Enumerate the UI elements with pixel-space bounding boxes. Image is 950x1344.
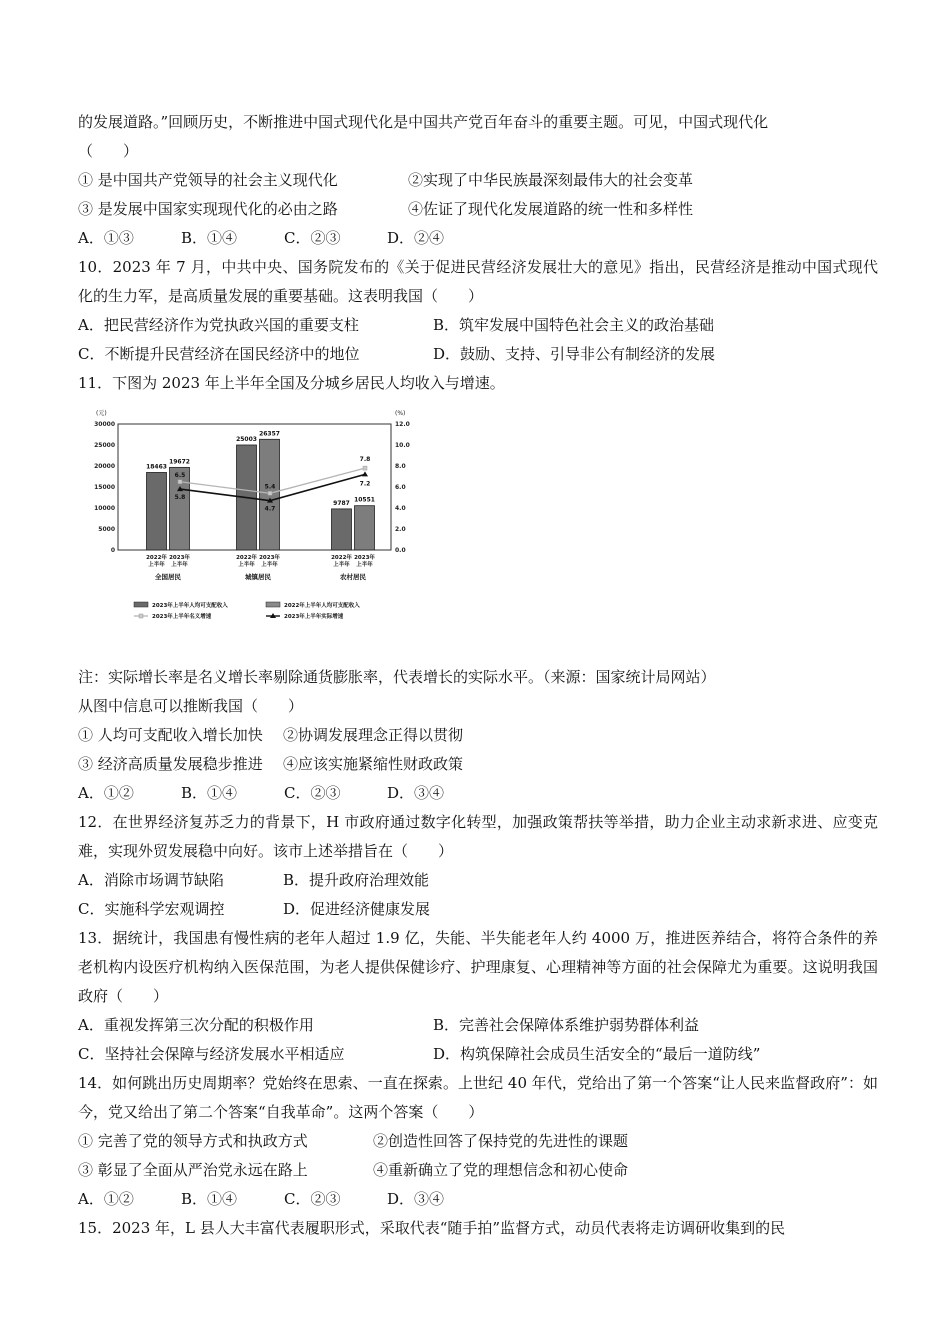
period-label: 2023年 xyxy=(354,555,375,561)
q9-options-row-2 xyxy=(78,195,878,224)
q13-options-row-2 xyxy=(78,1040,878,1069)
nominal-growth-label: 6.5 xyxy=(174,471,186,479)
period-label: 上半年 xyxy=(333,562,350,568)
q13-choice-b: B．完善社会保障体系维护弱势群体利益 xyxy=(433,1016,700,1034)
q14-stem: 14．如何跳出历史周期率？党始终在思索、一直在探索。上世纪 40 年代，党给出了第一个答案“让人民来监督政府”：如今，党又给出了第二个答案“自我革命”。这两个答案（ ） xyxy=(78,1074,878,1121)
q12-options-row-2 xyxy=(78,895,878,924)
q12-options-row-1 xyxy=(78,866,878,895)
bar-value-label: 25003 xyxy=(236,435,257,443)
y-tick-label: 0 xyxy=(110,547,115,554)
q9-stem-continued: 的发展道路。”回顾历史，不断推进中国式现代化是中国共产党百年奋斗的重要主题。可见，中国式现代化 xyxy=(78,113,769,131)
q11-option-2: ②协调发展理念正得以贯彻 xyxy=(283,726,464,744)
legend-label: 2022年上半年人均可支配收入 xyxy=(284,603,360,609)
bar-value-label: 26357 xyxy=(259,430,280,438)
legend-label: 2023年上半年实际增速 xyxy=(284,614,344,620)
q12-stem: 12．在世界经济复苏乏力的背景下，H 市政府通过数字化转型，加强政策帮扶等举措，助力企业主动求新求进、应变克难，实现外贸发展稳中向好。该市上述举措旨在（ ） xyxy=(78,813,878,860)
q10-options-row-1 xyxy=(78,311,878,340)
category-label: 农村居民 xyxy=(340,573,366,581)
real-growth-label: 4.7 xyxy=(264,505,276,513)
q13-choice-a: A．重视发挥第三次分配的积极作用 xyxy=(78,1016,314,1034)
legend-marker-nominal xyxy=(139,614,143,618)
q15-stem: 15．2023 年，L 县人大丰富代表履职形式，采取代表“随手拍”监督方式，动员代表将走访调研收集到的民 xyxy=(78,1219,786,1237)
q12-choice-b: B．提升政府治理效能 xyxy=(283,871,430,889)
y-tick-label: 20000 xyxy=(94,463,115,470)
q9-choice-c: C．②③ xyxy=(284,229,341,247)
y-tick-label: 25000 xyxy=(94,442,115,449)
bar-value-label: 10551 xyxy=(354,496,375,504)
q13-stem: 13．据统计，我国患有慢性病的老年人超过 1.9 亿，失能、半失能老年人约 4000 万，推进医养结合，将符合条件的养老机构内设医疗机构纳入医保范围，为老人提供保健诊疗、护理康复、心理精神等方面的社会保障尤为重要。这说明我国政府（ ） xyxy=(78,929,878,1005)
bar-2022-h1 xyxy=(147,472,167,550)
q9-option-1: ① 是中国共产党领导的社会主义现代化 xyxy=(78,171,338,189)
y2-tick-label: 12.0 xyxy=(395,421,410,428)
y2-tick-label: 10.0 xyxy=(395,442,410,449)
q13-options-row-1 xyxy=(78,1011,878,1040)
period-label: 上半年 xyxy=(238,562,255,568)
nominal-growth-point xyxy=(363,466,367,470)
period-label: 2023年 xyxy=(169,555,190,561)
q11-options-row-2 xyxy=(78,750,878,779)
q12-choice-a: A．消除市场调节缺陷 xyxy=(78,871,224,889)
bar-2023-h1 xyxy=(355,506,375,550)
q9-choice-d: D．②④ xyxy=(387,229,445,247)
q9-option-2: ②实现了中华民族最深刻最伟大的社会变革 xyxy=(408,171,694,189)
q9-choice-b: B．①④ xyxy=(181,229,238,247)
y2-tick-label: 6.0 xyxy=(395,484,406,491)
q14-option-1: ① 完善了党的领导方式和执政方式 xyxy=(78,1132,308,1150)
q11-choice-c: C．②③ xyxy=(284,784,341,802)
period-label: 2022年 xyxy=(236,555,257,561)
q11-ask: 从图中信息可以推断我国（ ） xyxy=(78,697,304,715)
income-chart-svg xyxy=(86,404,416,639)
q11-note: 注：实际增长率是名义增长率剔除通货膨胀率，代表增长的实际水平。（来源：国家统计局网站） xyxy=(78,668,716,686)
q11-option-3: ③ 经济高质量发展稳步推进 xyxy=(78,755,263,773)
category-label: 全国居民 xyxy=(155,573,181,581)
period-label: 上半年 xyxy=(356,562,373,568)
q9-option-3: ③ 是发展中国家实现现代化的必由之路 xyxy=(78,200,338,218)
y2-axis-unit: (%) xyxy=(395,410,406,417)
q14-options-row-1 xyxy=(78,1127,878,1156)
q11-choice-d: D．③④ xyxy=(387,784,445,802)
real-growth-point xyxy=(362,471,368,476)
q14-choice-b: B．①④ xyxy=(181,1190,238,1208)
q12-choice-d: D．促进经济健康发展 xyxy=(283,900,431,918)
period-label: 上半年 xyxy=(171,562,188,568)
q14-option-2: ②创造性回答了保持党的先进性的课题 xyxy=(373,1132,629,1150)
legend-label: 2023年上半年名义增速 xyxy=(152,614,212,620)
y2-tick-label: 4.0 xyxy=(395,505,406,512)
q14-choice-a: A．①② xyxy=(78,1190,134,1208)
y-tick-label: 30000 xyxy=(94,421,115,428)
q14-options-row-2 xyxy=(78,1156,878,1185)
q11-choice-a: A．①② xyxy=(78,784,134,802)
nominal-growth-label: 5.4 xyxy=(264,483,276,491)
period-label: 2022年 xyxy=(331,555,352,561)
period-label: 上半年 xyxy=(148,562,165,568)
y2-tick-label: 2.0 xyxy=(395,526,406,533)
q13-choice-d: D．构筑保障社会成员生活安全的“最后一道防线” xyxy=(433,1045,761,1063)
q14-choices xyxy=(78,1185,878,1214)
nominal-growth-label: 7.8 xyxy=(359,456,371,464)
bar-value-label: 18463 xyxy=(146,463,167,471)
category-label: 城镇居民 xyxy=(245,573,271,581)
q9-options-row-1 xyxy=(78,166,878,195)
q11-option-1: ① 人均可支配收入增长加快 xyxy=(78,726,263,744)
q14-choice-d: D．③④ xyxy=(387,1190,445,1208)
period-label: 2023年 xyxy=(259,555,280,561)
q10-stem: 10．2023 年 7 月，中共中央、国务院发布的《关于促进民营经济发展壮大的意见》指出，民营经济是推动中国式现代化的生力军，是高质量发展的重要基础。这表明我国（ ） xyxy=(78,258,878,305)
legend-label: 2023年上半年人均可支配收入 xyxy=(152,603,228,609)
q10-choice-d: D．鼓励、支持、引导非公有制经济的发展 xyxy=(433,345,716,363)
real-growth-label: 7.2 xyxy=(359,480,371,488)
q9-paren: （ ） xyxy=(78,142,139,160)
y-axis-unit: (元) xyxy=(96,410,107,417)
q11-options-row-1 xyxy=(78,721,878,750)
q9-option-4: ④佐证了现代化发展道路的统一性和多样性 xyxy=(408,200,694,218)
bar-value-label: 9787 xyxy=(333,499,350,507)
q13-choice-c: C．坚持社会保障与经济发展水平相适应 xyxy=(78,1045,345,1063)
y-tick-label: 15000 xyxy=(94,484,115,491)
bar-2022-h1 xyxy=(332,509,352,550)
period-label: 上半年 xyxy=(261,562,278,568)
q12-choice-c: C．实施科学宏观调控 xyxy=(78,900,225,918)
period-label: 2022年 xyxy=(146,555,167,561)
legend-swatch-2022 xyxy=(266,602,280,607)
q9-choices xyxy=(78,224,878,253)
q9-choice-a: A．①③ xyxy=(78,229,134,247)
y2-tick-label: 0.0 xyxy=(395,547,406,554)
y-tick-label: 5000 xyxy=(98,526,115,533)
y-tick-label: 10000 xyxy=(94,505,115,512)
legend-swatch-2023 xyxy=(134,602,148,607)
exam-page xyxy=(78,108,878,1243)
q11-choices xyxy=(78,779,878,808)
q11-option-4: ④应该实施紧缩性财政政策 xyxy=(283,755,464,773)
y2-tick-label: 8.0 xyxy=(395,463,406,470)
income-chart xyxy=(86,404,416,639)
q11-choice-b: B．①④ xyxy=(181,784,238,802)
nominal-growth-point xyxy=(268,491,272,495)
nominal-growth-point xyxy=(178,480,182,484)
q11-stem: 11．下图为 2023 年上半年全国及分城乡居民人均收入与增速。 xyxy=(78,374,505,392)
bar-value-label: 19672 xyxy=(169,458,190,466)
real-growth-label: 5.8 xyxy=(174,494,186,502)
q10-choice-c: C．不断提升民营经济在国民经济中的地位 xyxy=(78,345,360,363)
q14-option-3: ③ 彰显了全面从严治党永远在路上 xyxy=(78,1161,308,1179)
q10-options-row-2 xyxy=(78,340,878,369)
q14-choice-c: C．②③ xyxy=(284,1190,341,1208)
q14-option-4: ④重新确立了党的理想信念和初心使命 xyxy=(373,1161,629,1179)
q10-choice-b: B．筑牢发展中国特色社会主义的政治基础 xyxy=(433,316,715,334)
q10-choice-a: A．把民营经济作为党执政兴国的重要支柱 xyxy=(78,316,359,334)
